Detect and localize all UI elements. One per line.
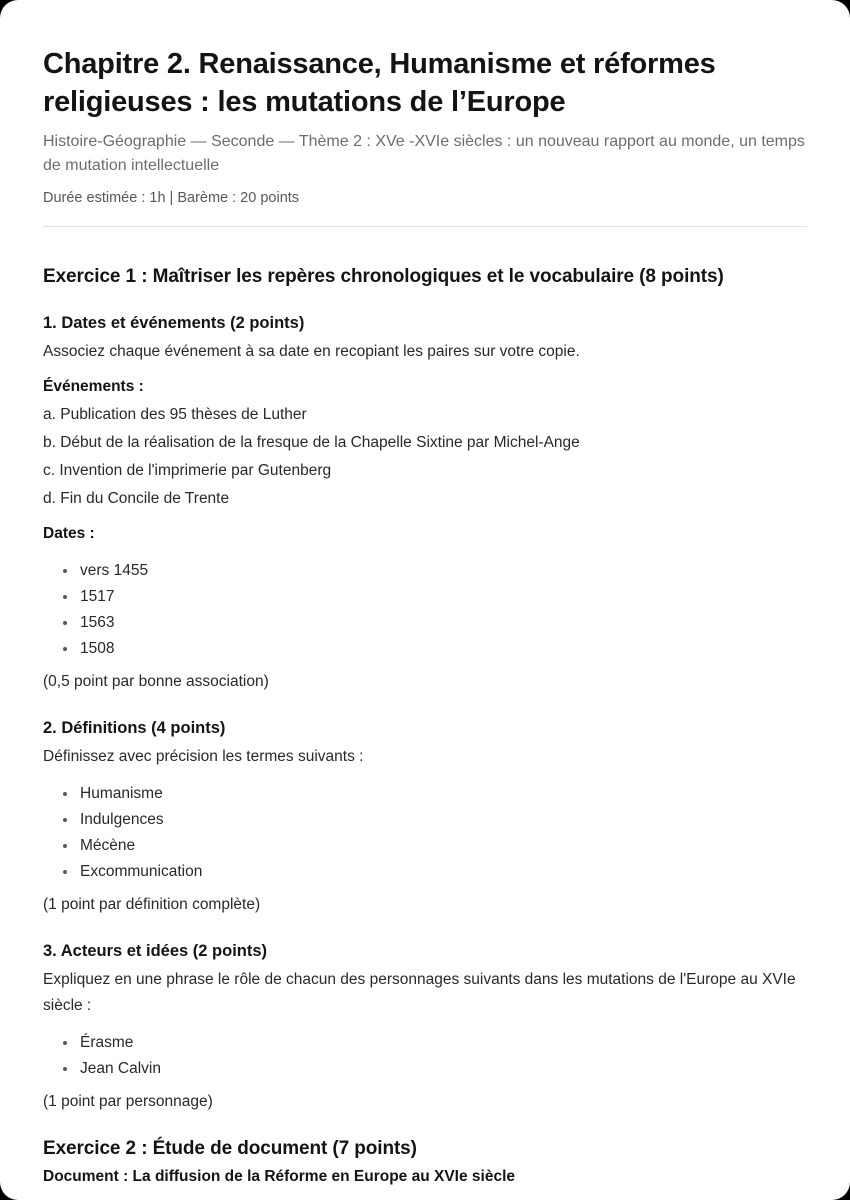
event-item: a. Publication des 95 thèses de Luther <box>43 406 307 423</box>
person-item: Érasme <box>80 1030 807 1056</box>
question3-heading: 3. Acteurs et idées (2 points) <box>43 942 268 960</box>
question3-instruction: Expliquez en une phrase le rôle de chacun des personnages suivants dans les mutations de l'Europe au XVIe siècle : <box>43 971 796 1014</box>
page-title: Chapitre 2. Renaissance, Humanisme et réformes religieuses : les mutations de l’Europe <box>43 48 716 118</box>
date-item: 1563 <box>80 610 807 636</box>
dates-list <box>43 558 807 662</box>
header-divider <box>43 226 807 227</box>
duration-and-grading-meta: Durée estimée : 1h | Barème : 20 points <box>43 190 300 206</box>
term-item: Excommunication <box>80 859 807 885</box>
person-item: Jean Calvin <box>80 1056 807 1082</box>
question1-grading-note: (0,5 point par bonne association) <box>43 673 269 690</box>
events-label: Événements : <box>43 378 144 395</box>
document-source-label: Document : La diffusion de la Réforme en Europe au XVIe siècle <box>43 1168 515 1185</box>
date-item: 1508 <box>80 636 807 662</box>
exercise2-heading: Exercice 2 : Étude de document (7 points) <box>43 1138 417 1159</box>
event-item: d. Fin du Concile de Trente <box>43 490 230 507</box>
term-item: Mécène <box>80 833 807 859</box>
dates-label: Dates : <box>43 525 95 542</box>
event-item: c. Invention de l'imprimerie par Gutenberg <box>43 462 332 479</box>
question2-heading: 2. Définitions (4 points) <box>43 719 226 737</box>
course-subtitle: Histoire-Géographie — Seconde — Thème 2 : XVe -XVIe siècles : un nouveau rapport au monde, un temps de mutation intellectuelle <box>43 133 805 174</box>
question1-heading: 1. Dates et événements (2 points) <box>43 314 305 332</box>
question3-grading-note: (1 point par personnage) <box>43 1093 213 1110</box>
term-item: Humanisme <box>80 781 807 807</box>
term-item: Indulgences <box>80 807 807 833</box>
question1-instruction: Associez chaque événement à sa date en recopiant les paires sur votre copie. <box>43 343 580 360</box>
event-item: b. Début de la réalisation de la fresque de la Chapelle Sixtine par Michel-Ange <box>43 434 580 451</box>
exercise1-heading: Exercice 1 : Maîtriser les repères chronologiques et le vocabulaire (8 points) <box>43 266 724 287</box>
people-list <box>43 1030 807 1082</box>
events-list <box>43 402 807 512</box>
date-item: vers 1455 <box>80 558 807 584</box>
question2-grading-note: (1 point par définition complète) <box>43 896 261 913</box>
terms-list <box>43 781 807 885</box>
date-item: 1517 <box>80 584 807 610</box>
question2-instruction: Définissez avec précision les termes suivants : <box>43 748 364 765</box>
